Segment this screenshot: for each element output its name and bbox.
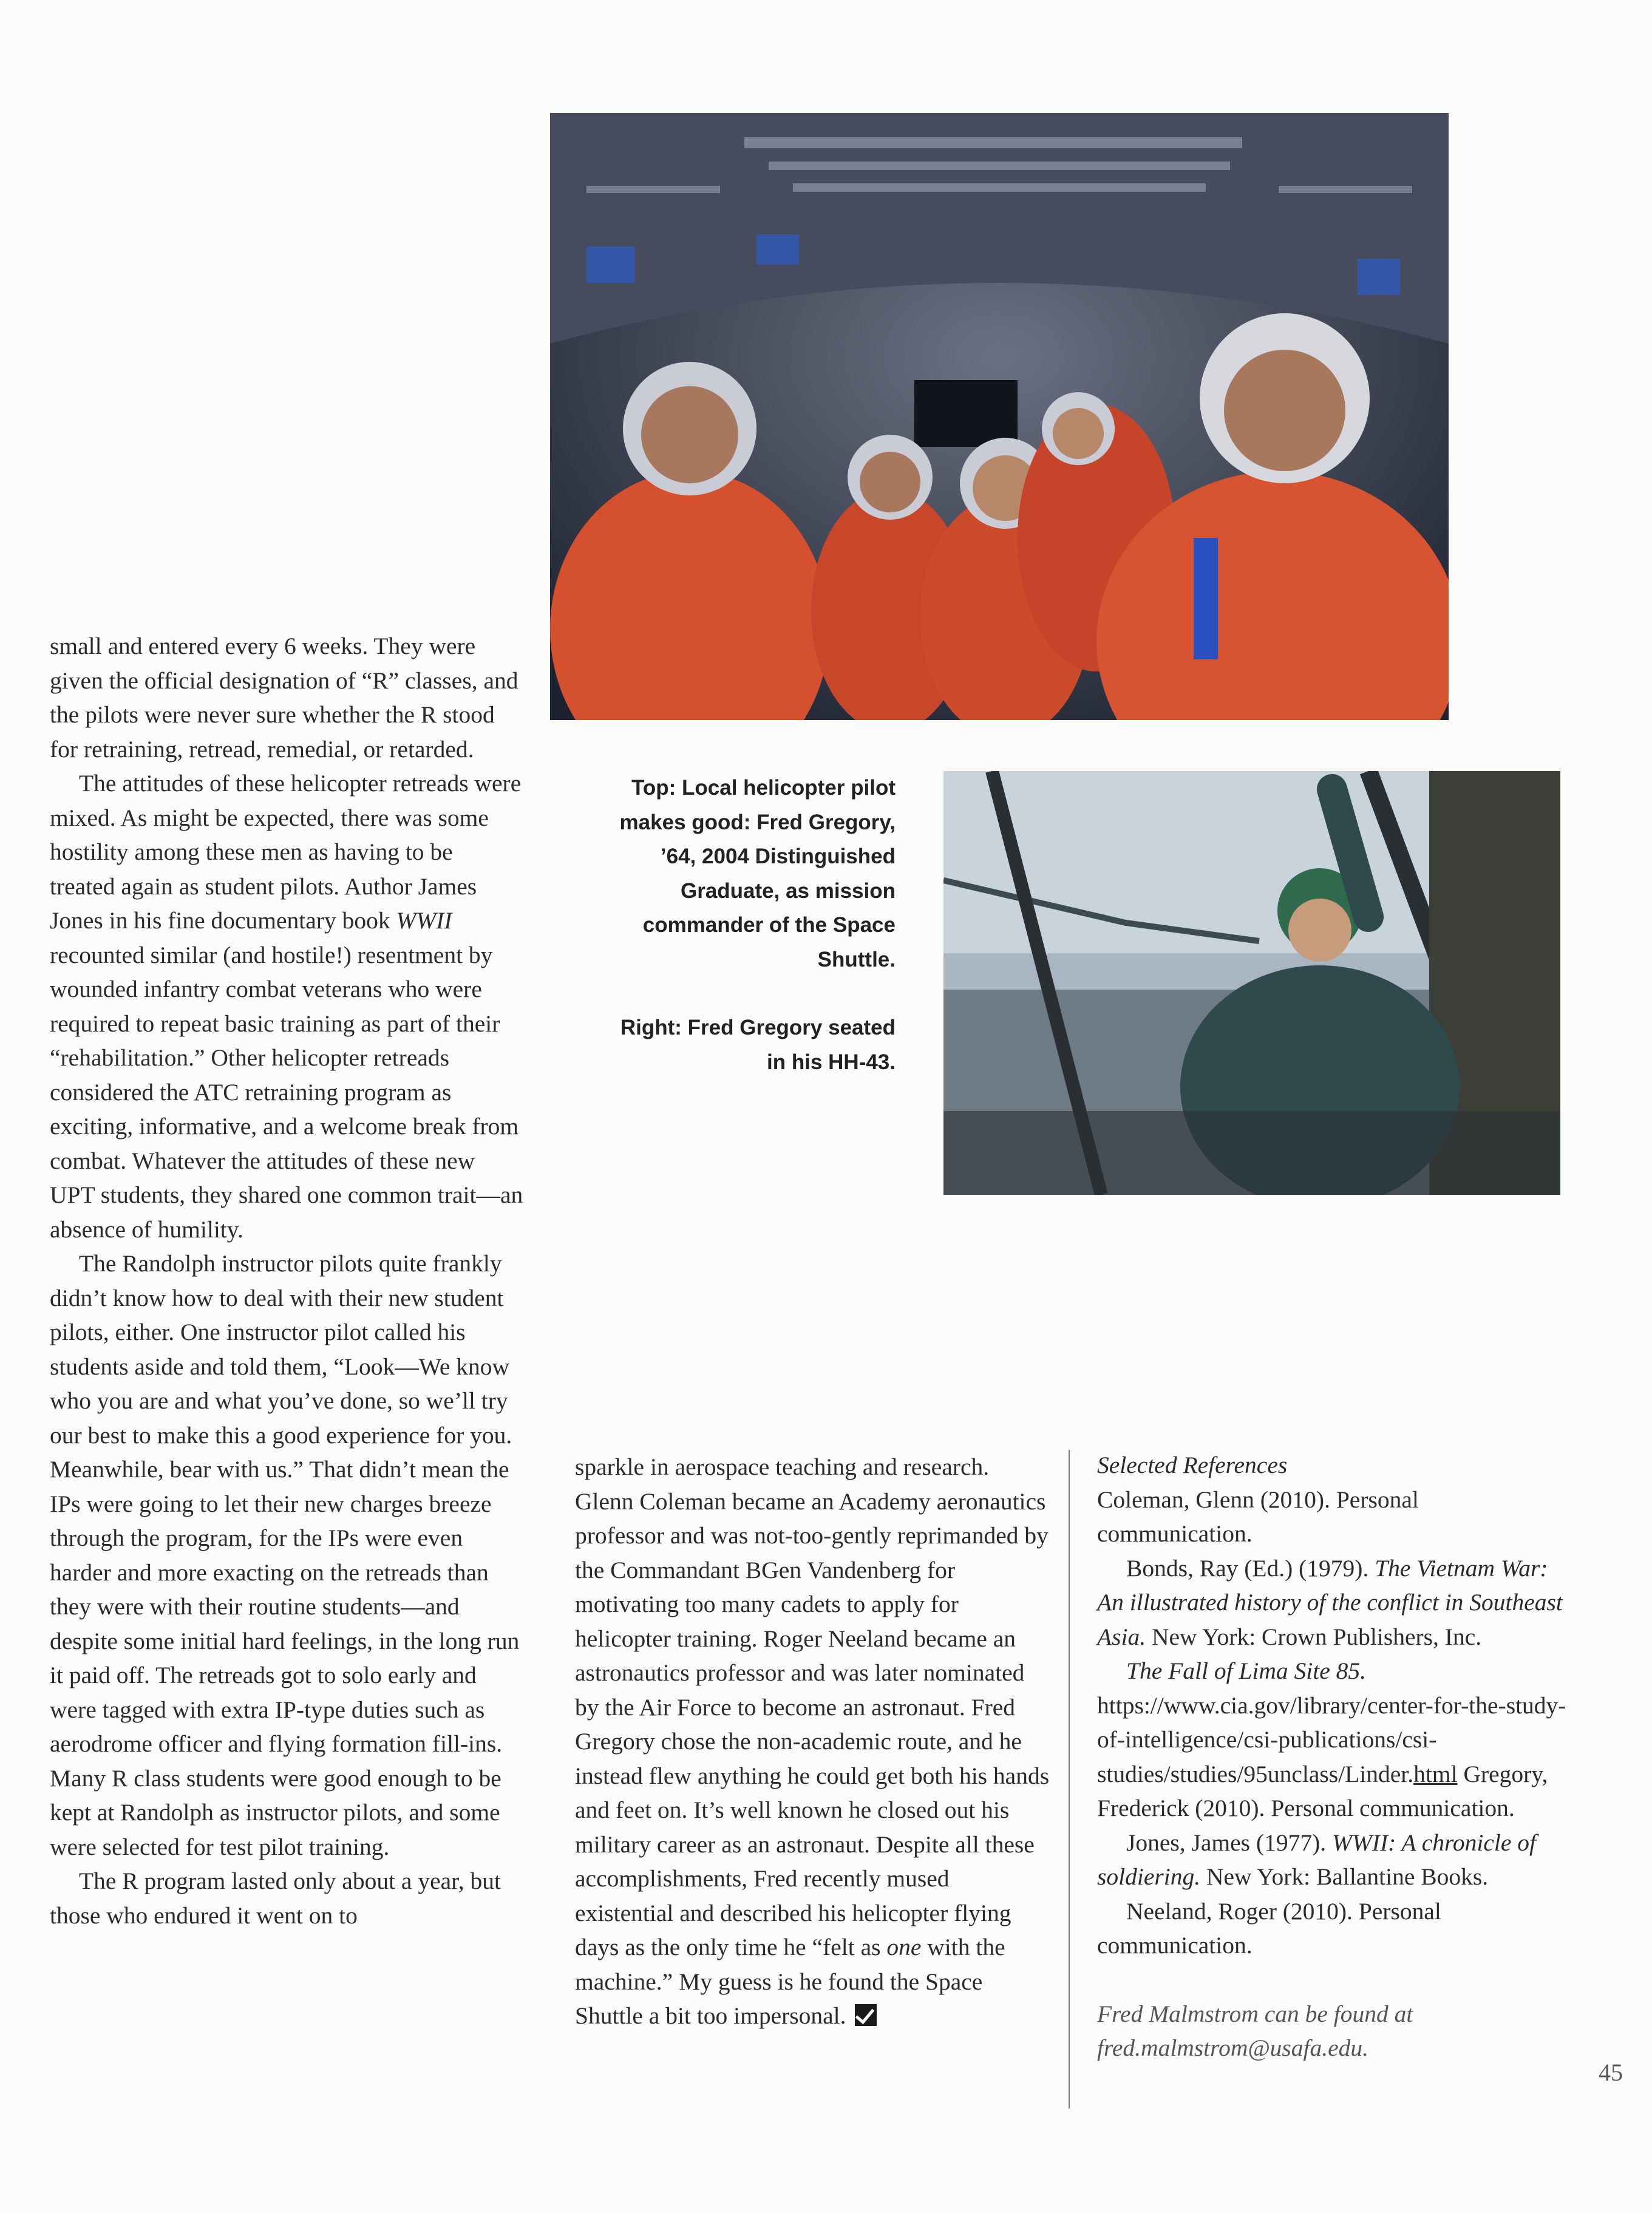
page-number: 45 bbox=[1599, 2059, 1623, 2086]
reference-item: The Fall of Lima Site 85. https://www.cia.gov/library/center-for-the-study-of-intelligence/csi-publications/csi-studies/studies/95unclass/Linder.html Gregory, Frederick (2010). Personal communication. bbox=[1097, 1657, 1566, 1821]
reference-item: Jones, James (1977). WWII: A chronicle of soldiering. New York: Ballantine Books. bbox=[1097, 1829, 1537, 1890]
checkbox-end-mark-icon bbox=[855, 2004, 877, 2026]
references-heading: Selected References bbox=[1097, 1452, 1288, 1478]
shuttle-crew-photo bbox=[550, 113, 1449, 720]
reference-item: Bonds, Ray (Ed.) (1979). The Vietnam War: An illustrated history of the conflict in Southeast Asia. New York: Crown Publishers, Inc. bbox=[1097, 1554, 1563, 1650]
text-column-2 bbox=[575, 1450, 1050, 2033]
paragraph: The attitudes of these helicopter retreads were mixed. As might be expected, there was some hostility among these men as having to be treated again as student pilots. Author James Jones in his fine documentary book WWII recounted similar (and hostile!) resentment by wounded infantry combat veterans who were required to repeat basic training as part of their “rehabilitation.” Other helicopter retreads considered the ATC retraining program as exciting, informative, and a welcome break from combat. Whatever the attitudes of these new UPT students, they shared one common trait—an absence of humility. bbox=[50, 770, 523, 1243]
reference-item: Neeland, Roger (2010). Personal communication. bbox=[1097, 1897, 1441, 1959]
text-column-1 bbox=[50, 629, 523, 1933]
caption-right: Right: Fred Gregory seated in his HH-43. bbox=[620, 1016, 896, 1074]
paragraph: The R program lasted only about a year, but those who endured it went on to bbox=[50, 1868, 501, 1929]
paragraph: sparkle in aerospace teaching and research. Glenn Coleman became an Academy aeronautics professor and was not-too-gently reprimanded by the Commandant BGen Vandenberg for motivating too many cadets to apply for helicopter training. Roger Neeland became an astronautics professor and was later nominated by the Air Force to become an astronaut. Fred Gregory chose the non-academic route, and he instead flew anything he could get both his hands and feet on. It’s well known he closed out his military career as an astronaut. Despite all these accomplishments, Fred recently mused existential and described his helicopter flying days as the only time he “felt as one with the machine.” My guess is he found the Space Shuttle a bit too impersonal. bbox=[575, 1453, 1050, 2029]
paragraph: small and entered every 6 weeks. They were given the official designation of “R” classes, and the pilots were never sure whether the R stood for retraining, retread, remedial, or retarded. bbox=[50, 633, 518, 763]
hh43-cockpit-photo bbox=[943, 771, 1560, 1195]
paragraph: The Randolph instructor pilots quite frankly didn’t know how to deal with their new student pilots, either. One instructor pilot called his students aside and told them, “Look—We know who you are and what you’ve done, so we’ll try our best to make this a good experience for you. Meanwhile, bear with us.” That didn’t mean the IPs were going to let their new charges breeze through the program, for the IPs were even harder and more exacting on the retreads than they were with their routine students—and despite some initial hard feelings, in the long run it paid off. The retreads got to solo early and were tagged with extra IP-type duties such as aerodrome officer and flying formation fill-ins. Many R class students were good enough to be kept at Randolph as instructor pilots, and some were selected for test pilot training. bbox=[50, 1250, 520, 1860]
caption-top: Top: Local helicopter pilot makes good: Fred Gregory, ’64, 2004 Distinguished Graduate, as mission commander of the Space Shuttle. bbox=[619, 776, 896, 971]
photo-caption bbox=[598, 771, 896, 1079]
references-column bbox=[1097, 1448, 1571, 2065]
author-note: Fred Malmstrom can be found at fred.malmstrom@usafa.edu. bbox=[1097, 2000, 1413, 2061]
column-divider bbox=[1069, 1450, 1070, 2109]
reference-item: Coleman, Glenn (2010). Personal communication. bbox=[1097, 1486, 1419, 1547]
